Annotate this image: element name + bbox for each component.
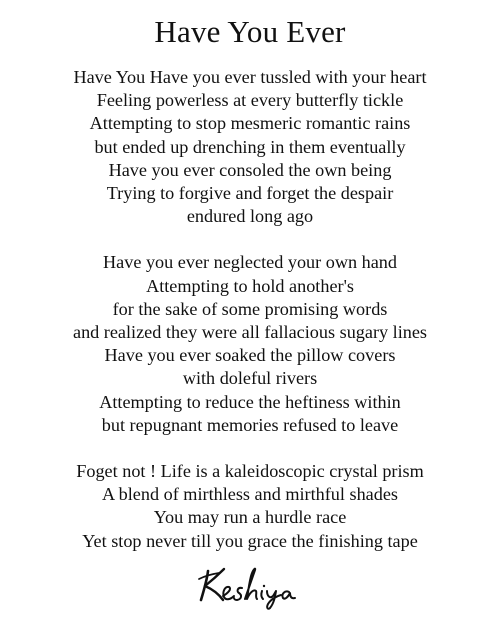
poem-line: Attempting to stop mesmeric romantic rains <box>89 113 411 134</box>
poem-line: Have You Have you ever tussled with your heart <box>73 67 427 87</box>
poem-title: Have You Ever <box>154 14 346 49</box>
poem-line: with doleful rivers <box>182 368 318 389</box>
stanza-1 <box>0 66 500 228</box>
poem-body <box>0 66 500 553</box>
stanza-3 <box>0 460 500 553</box>
poem-line: and realized they were all fallacious sugary lines <box>73 322 427 343</box>
poem-line: Have you ever neglected your own hand <box>103 252 397 273</box>
author-signature <box>195 562 305 610</box>
poem-line: for the sake of some promising words <box>112 298 388 319</box>
poem-line: but repugnant memories refused to leave <box>101 414 399 435</box>
poem-line: A blend of mirthless and mirthful shades <box>101 484 398 505</box>
signature-graphic <box>195 562 305 610</box>
stanza-2 <box>0 251 500 437</box>
poem-line: Attempting to reduce the heftiness within <box>99 391 401 412</box>
poem-line: endured long ago <box>186 206 314 227</box>
poem-line: Yet stop never till you grace the finishing tape <box>82 530 418 551</box>
poem-line: Foget not ! Life is a kaleidoscopic crystal prism <box>76 461 424 482</box>
poem-line: Have you ever soaked the pillow covers <box>104 345 396 366</box>
poem-line: You may run a hurdle race <box>153 507 347 528</box>
poem-line: but ended up drenching in them eventually <box>94 136 406 157</box>
poem-line: Have you ever consoled the own being <box>108 159 392 180</box>
poem-line: Attempting to hold another's <box>146 275 354 296</box>
poem-line: Trying to forgive and forget the despair <box>106 183 394 204</box>
poem-line: Feeling powerless at every butterfly tickle <box>96 90 404 111</box>
